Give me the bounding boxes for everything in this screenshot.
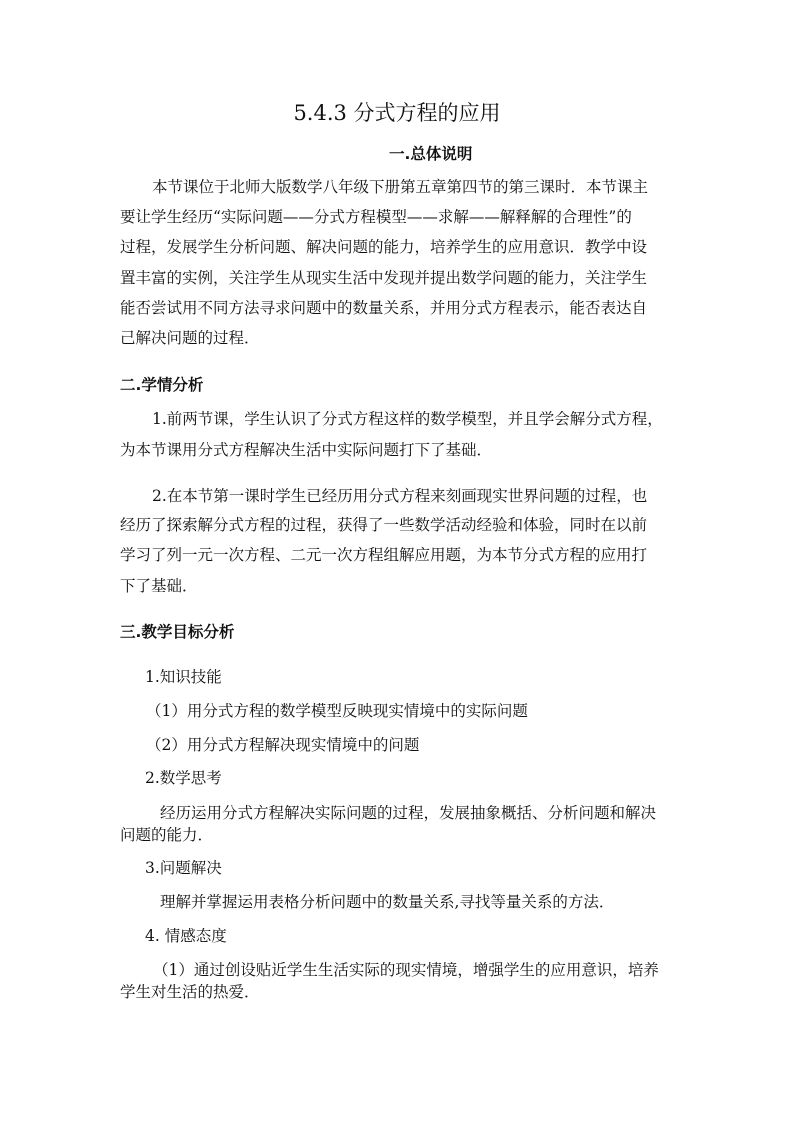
section1-line: 能否尝试用不同方法寻求问题中的数量关系，并用分式方程表示，能否表达自 bbox=[120, 299, 648, 317]
section3-item: 学生对生活的热爱． bbox=[120, 983, 260, 1001]
section2-p2-line: 经历了探索解分式方程的过程，获得了一些数学活动经验和体验，同时在以前 bbox=[120, 516, 648, 534]
section2-p2-line: 2.在本节第一课时学生已经历用分式方程来刻画现实世界问题的过程，也 bbox=[152, 487, 648, 505]
section3-item: 1.知识技能 bbox=[145, 668, 222, 686]
section2-p2-line: 下了基础． bbox=[120, 577, 198, 595]
section1-line: 己解决问题的过程． bbox=[120, 329, 260, 347]
section2-p1-line: 1.前两节课，学生认识了分式方程这样的数学模型，并且学会解分式方程， bbox=[152, 410, 663, 428]
section3-item: （1）通过创设贴近学生生活实际的现实情境，增强学生的应用意识，培养 bbox=[153, 961, 659, 979]
section3-item: （1）用分式方程的数学模型反映现实情境中的实际问题 bbox=[146, 702, 528, 720]
section3-item: 问题的能力． bbox=[120, 826, 214, 844]
section3-item: 2.数学思考 bbox=[145, 769, 222, 787]
section2-heading: 二.学情分析 bbox=[120, 376, 204, 394]
section1-heading: 一.总体说明 bbox=[389, 145, 473, 163]
section2-p2-line: 学习了列一元一次方程、二元一次方程组解应用题，为本节分式方程的应用打 bbox=[120, 546, 648, 564]
section3-heading: 三.教学目标分析 bbox=[120, 623, 235, 641]
section3-item: （2）用分式方程解决现实情境中的问题 bbox=[146, 736, 420, 754]
section3-item: 经历运用分式方程解决实际问题的过程，发展抽象概括、分析问题和解决 bbox=[160, 804, 657, 822]
document-title: 5.4.3 分式方程的应用 bbox=[293, 101, 501, 125]
section1-line: 过程，发展学生分析问题、解决问题的能力，培养学生的应用意识．教学中设 bbox=[120, 238, 648, 256]
section1-line: 置丰富的实例，关注学生从现实生活中发现并提出数学问题的能力，关注学生 bbox=[120, 269, 648, 287]
section3-item: 理解并掌握运用表格分析问题中的数量关系,寻找等量关系的方法． bbox=[160, 893, 615, 911]
section3-item: 4. 情感态度 bbox=[145, 927, 227, 945]
section1-line: 要让学生经历“实际问题——分式方程模型——求解——解释解的合理性”的 bbox=[120, 208, 632, 226]
section2-p1-line: 为本节课用分式方程解决生活中实际问题打下了基础． bbox=[120, 441, 493, 459]
section1-line: 本节课位于北师大版数学八年级下册第五章第四节的第三课时．本节课主 bbox=[152, 178, 649, 196]
section3-item: 3.问题解决 bbox=[145, 859, 222, 877]
